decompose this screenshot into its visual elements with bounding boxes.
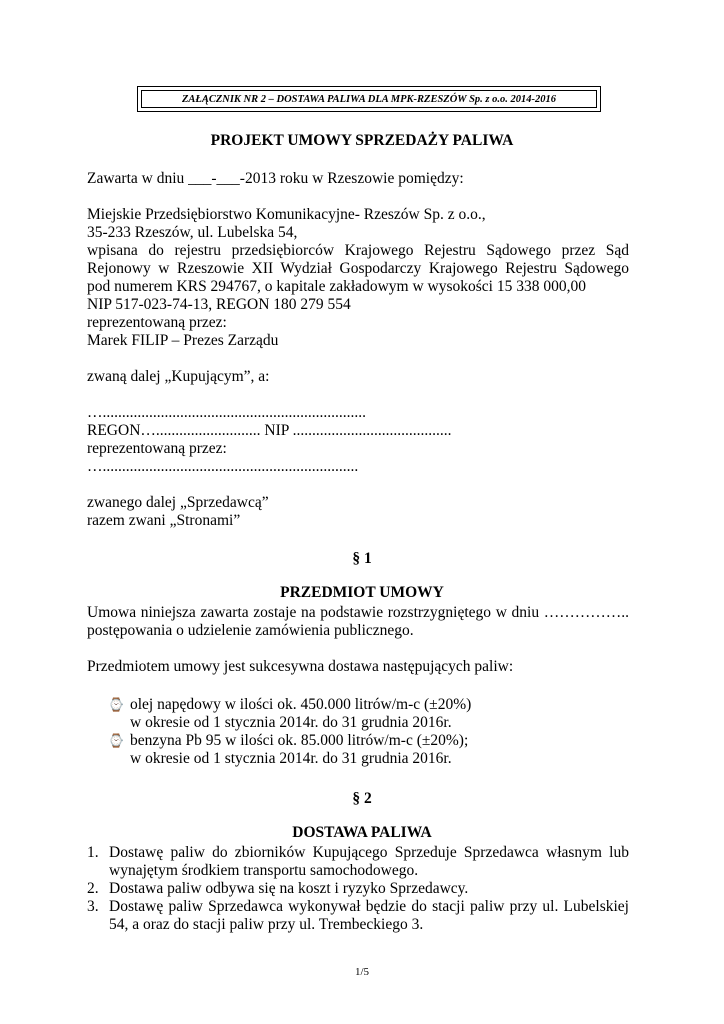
attachment-header-box bbox=[137, 86, 601, 112]
buyer-line: reprezentowaną przez: bbox=[87, 314, 227, 331]
attachment-header: ZAŁĄCZNIK NR 2 – DOSTAWA PALIWA DLA MPK-RZESZÓW Sp. z o.o. 2014-2016 bbox=[141, 90, 597, 108]
section-1-paragraph-line: postępowania o udzielenie zamówienia publicznego. bbox=[87, 622, 414, 639]
buyer-line: pod numerem KRS 294767, o kapitale zakładowym w wysokości 15 338 000,00 bbox=[87, 278, 586, 295]
document-title: PROJEKT UMOWY SPRZEDAŻY PALIWA bbox=[210, 132, 514, 149]
clock-bullet-icon: ⌚ bbox=[108, 697, 125, 712]
buyer-alias: zwaną dalej „Kupującym”, a: bbox=[87, 368, 270, 385]
fuel-item-line: w okresie od 1 stycznia 2014r. do 31 grudnia 2016r. bbox=[130, 750, 452, 767]
section-1-subject: Przedmiotem umowy jest sukcesywna dostawa następujących paliw: bbox=[87, 658, 514, 675]
page-number: 1/5 bbox=[354, 966, 370, 978]
buyer-line: Miejskie Przedsiębiorstwo Komunikacyjne- Rzeszów Sp. z o.o., bbox=[87, 206, 486, 223]
clock-bullet-icon: ⌚ bbox=[108, 733, 125, 748]
list-number: 3. bbox=[87, 898, 99, 915]
buyer-representative: Marek FILIP – Prezes Zarządu bbox=[87, 332, 279, 349]
seller-representative-blank: ….................................................................. bbox=[87, 458, 359, 475]
seller-alias: zwanego dalej „Sprzedawcą” bbox=[87, 494, 269, 511]
section-1-paragraph-line: Umowa niniejsza zawarta zostaje na podstawie rozstrzygniętego w dniu …………….. bbox=[87, 604, 629, 621]
section-1-title: PRZEDMIOT UMOWY bbox=[280, 584, 444, 601]
delivery-item-line: Dostawę paliw do zbiorników Kupującego Sprzeduje Sprzedawca własnym lub bbox=[109, 844, 629, 861]
parties-alias: razem zwani „Stronami” bbox=[87, 512, 241, 529]
buyer-line: 35-233 Rzeszów, ul. Lubelska 54, bbox=[87, 224, 298, 241]
buyer-line: NIP 517-023-74-13, REGON 180 279 554 bbox=[87, 296, 351, 313]
fuel-item-line: olej napędowy w ilości ok. 450.000 litrów/m-c (±20%) bbox=[130, 696, 472, 713]
fuel-item-line: w okresie od 1 stycznia 2014r. do 31 grudnia 2016r. bbox=[130, 714, 452, 731]
delivery-item-line: Dostawa paliw odbywa się na koszt i ryzyko Sprzedawcy. bbox=[109, 880, 469, 897]
intro-text: Zawarta w dniu ___-___-2013 roku w Rzeszowie pomiędzy: bbox=[87, 170, 464, 187]
fuel-item-line: benzyna Pb 95 w ilości ok. 85.000 litrów/m-c (±20%); bbox=[130, 732, 469, 749]
seller-representation-label: reprezentowaną przez: bbox=[87, 440, 227, 457]
seller-regon-nip-blank: REGON…........................... NIP ......................................... bbox=[87, 422, 452, 439]
section-1-number: § 1 bbox=[352, 550, 372, 567]
buyer-line: Rejonowy w Rzeszowie XII Wydział Gospodarczy Krajowego Rejestru Sądowego bbox=[87, 260, 629, 277]
delivery-item-line: Dostawę paliw Sprzedawca wykonywał będzie do stacji paliw przy ul. Lubelskiej bbox=[109, 898, 629, 915]
section-2-number: § 2 bbox=[352, 790, 372, 807]
delivery-item-line: 54, a oraz do stacji paliw przy ul. Trembeckiego 3. bbox=[109, 916, 424, 933]
section-2-title: DOSTAWA PALIWA bbox=[292, 824, 432, 841]
seller-name-blank: ….................................................................... bbox=[87, 404, 366, 421]
delivery-item-line: wynajętym środkiem transportu samochodowego. bbox=[109, 862, 419, 879]
list-number: 1. bbox=[87, 844, 99, 861]
list-number: 2. bbox=[87, 880, 99, 897]
buyer-line: wpisana do rejestru przedsiębiorców Krajowego Rejestru Sądowego przez Sąd bbox=[87, 242, 629, 259]
